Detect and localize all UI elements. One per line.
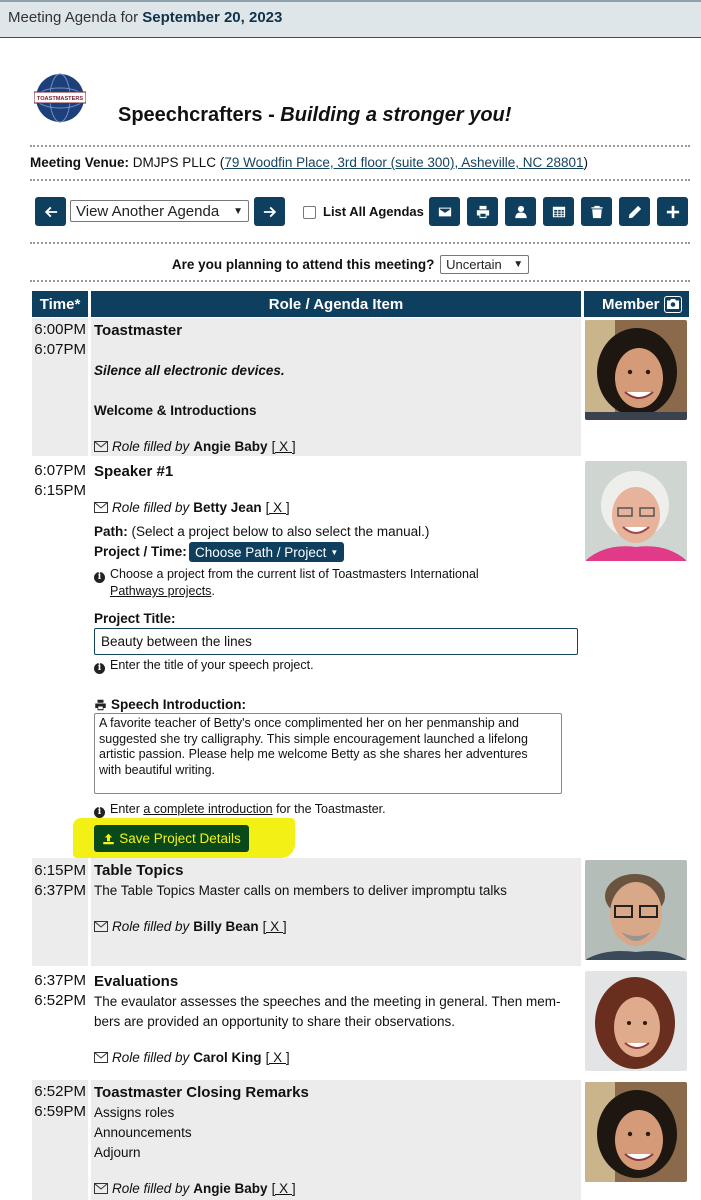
envelope-icon [94, 502, 108, 513]
add-button[interactable] [657, 197, 688, 226]
role-description: bers are provided an opportunity to share their observations. [94, 1014, 455, 1029]
choose-path-project-button[interactable]: Choose Path / Project ▼ [189, 542, 344, 562]
project-help-text-2: Pathways projects. [110, 584, 215, 598]
venue-name: DMJPS PLLC ( [132, 155, 225, 170]
member-name: Billy Bean [193, 919, 259, 934]
pathways-projects-link[interactable]: Pathways projects [110, 584, 212, 598]
divider [30, 242, 690, 244]
user-icon [514, 205, 528, 219]
meeting-venue: Meeting Venue: DMJPS PLLC (79 Woodfin Place, 3rd floor (suite 300), Asheville, NC 28801) [30, 155, 589, 170]
complete-introduction-link[interactable]: a complete introduction [143, 802, 273, 816]
envelope-icon [94, 441, 108, 452]
envelope-icon [94, 1052, 108, 1063]
remove-member-link[interactable]: [ X ] [265, 1050, 290, 1065]
trash-icon [590, 205, 604, 219]
club-title [118, 104, 511, 127]
table-button[interactable] [543, 197, 574, 226]
project-title-help: i Enter the title of your speech project. [94, 658, 314, 674]
role-title: Table Topics [94, 862, 184, 879]
role-title: Speaker #1 [94, 463, 174, 480]
remove-member-link[interactable]: [ X ] [262, 919, 287, 934]
venue-label: Meeting Venue: [30, 155, 130, 170]
attendance-question: Are you planning to attend this meeting? [171, 257, 435, 272]
role-filled-by: Role filled by Angie Baby [ X ] [94, 439, 296, 454]
member-name: Angie Baby [193, 1181, 268, 1196]
agenda-item: Adjourn [94, 1145, 141, 1160]
attendance-question-row [0, 255, 701, 274]
upload-icon [102, 833, 115, 845]
email-button[interactable] [429, 197, 460, 226]
remove-member-link[interactable]: [ X ] [271, 439, 296, 454]
role-filled-by: Role filled by Angie Baby [ X ] [94, 1181, 296, 1196]
list-all-checkbox[interactable] [303, 206, 316, 219]
role-title: Evaluations [94, 973, 179, 990]
time-range: 6:52PM 6:59PM [34, 1083, 86, 1120]
info-icon: i [94, 572, 105, 583]
print-button[interactable] [467, 197, 498, 226]
club-name: Speechcrafters - [118, 104, 281, 126]
project-title-label: Project Title: [94, 611, 176, 626]
intro-help-text: i Enter a complete introduction for the Toastmaster. [94, 802, 386, 818]
divider [30, 145, 690, 147]
camera-icon[interactable] [664, 296, 682, 313]
attendance-select[interactable]: Uncertain ▼ [440, 255, 529, 274]
edit-button[interactable] [619, 197, 650, 226]
path-row: Path: (Select a project below to also select the manual.) [94, 524, 430, 539]
caret-down-icon: ▼ [330, 547, 339, 557]
page-header [8, 9, 282, 26]
delete-button[interactable] [581, 197, 612, 226]
avatar [585, 461, 687, 561]
avatar [585, 971, 687, 1071]
previous-agenda-button[interactable] [35, 197, 66, 226]
column-header-time: Time* [32, 291, 88, 317]
envelope-icon [438, 205, 452, 219]
venue-address-link[interactable]: 79 Woodfin Place, 3rd floor (suite 300), Asheville, NC 28801 [224, 155, 584, 170]
member-name: Carol King [193, 1050, 262, 1065]
toastmasters-logo [34, 72, 86, 124]
speech-intro-label: Speech Introduction: [94, 697, 246, 712]
role-title: Toastmaster Closing Remarks [94, 1084, 309, 1101]
pencil-icon [628, 205, 642, 219]
header-prefix: Meeting Agenda for [8, 9, 139, 26]
arrow-right-icon [263, 205, 277, 219]
divider [30, 179, 690, 181]
agenda-note: Welcome & Introductions [94, 403, 257, 418]
meeting-date: September 20, 2023 [142, 9, 283, 26]
role-filled-by: Role filled by Billy Bean [ X ] [94, 919, 287, 934]
club-tagline: Building a stronger you! [280, 104, 512, 126]
time-range: 6:07PM 6:15PM [34, 462, 86, 499]
plus-icon [666, 205, 680, 219]
table-icon [552, 205, 566, 219]
save-project-details-button[interactable]: Save Project Details [94, 825, 249, 852]
column-header-role: Role / Agenda Item [91, 291, 581, 317]
member-name: Betty Jean [193, 500, 262, 515]
remove-member-link[interactable]: [ X ] [265, 500, 290, 515]
speech-intro-textarea[interactable]: A favorite teacher of Betty's once complimented her on her penmanship and suggested she try calligraphy. This simple encouragement launched a lifelong artistic passion. Please help me welcome Betty as she shares her adventures with beautiful writing. [94, 713, 562, 794]
logo-text: TOASTMASTERS [36, 96, 84, 102]
role-title: Toastmaster [94, 322, 183, 339]
role-description: The evaulator assesses the speeches and the meeting in general. Then mem- [94, 994, 561, 1009]
divider [30, 280, 690, 282]
chevron-down-icon: ▼ [513, 259, 524, 270]
agenda-item: Assigns roles [94, 1105, 175, 1120]
remove-member-link[interactable]: [ X ] [271, 1181, 296, 1196]
info-icon: i [94, 663, 105, 674]
project-time-label: Project / Time: [94, 544, 187, 559]
time-range: 6:37PM 6:52PM [34, 972, 86, 1009]
role-filled-by: Role filled by Carol King [ X ] [94, 1050, 290, 1065]
role-filled-by: Role filled by Betty Jean [ X ] [94, 500, 290, 515]
time-range: 6:15PM 6:37PM [34, 862, 86, 899]
project-title-input[interactable]: Beauty between the lines [94, 628, 578, 655]
role-description: The Table Topics Master calls on members to deliver impromptu talks [94, 883, 507, 898]
envelope-icon [94, 921, 108, 932]
info-icon: i [94, 807, 105, 818]
time-range: 6:00PM 6:07PM [34, 321, 86, 358]
member-name: Angie Baby [193, 439, 268, 454]
agenda-select[interactable]: View Another Agenda ▼ [70, 200, 249, 222]
avatar [585, 320, 687, 420]
column-header-member: Member [584, 291, 689, 317]
chevron-down-icon: ▼ [233, 205, 243, 217]
arrow-left-icon [44, 205, 58, 219]
next-agenda-button[interactable] [254, 197, 285, 226]
list-all-label: List All Agendas [323, 204, 424, 219]
avatar [585, 860, 687, 960]
agenda-item: Announcements [94, 1125, 192, 1140]
print-icon [94, 699, 107, 711]
project-help-text: i Choose a project from the current list of Toastmasters International [94, 567, 479, 583]
agenda-note: Silence all electronic devices. [94, 363, 285, 378]
avatar [585, 1082, 687, 1182]
print-icon [476, 205, 490, 219]
user-button[interactable] [505, 197, 536, 226]
envelope-icon [94, 1183, 108, 1194]
